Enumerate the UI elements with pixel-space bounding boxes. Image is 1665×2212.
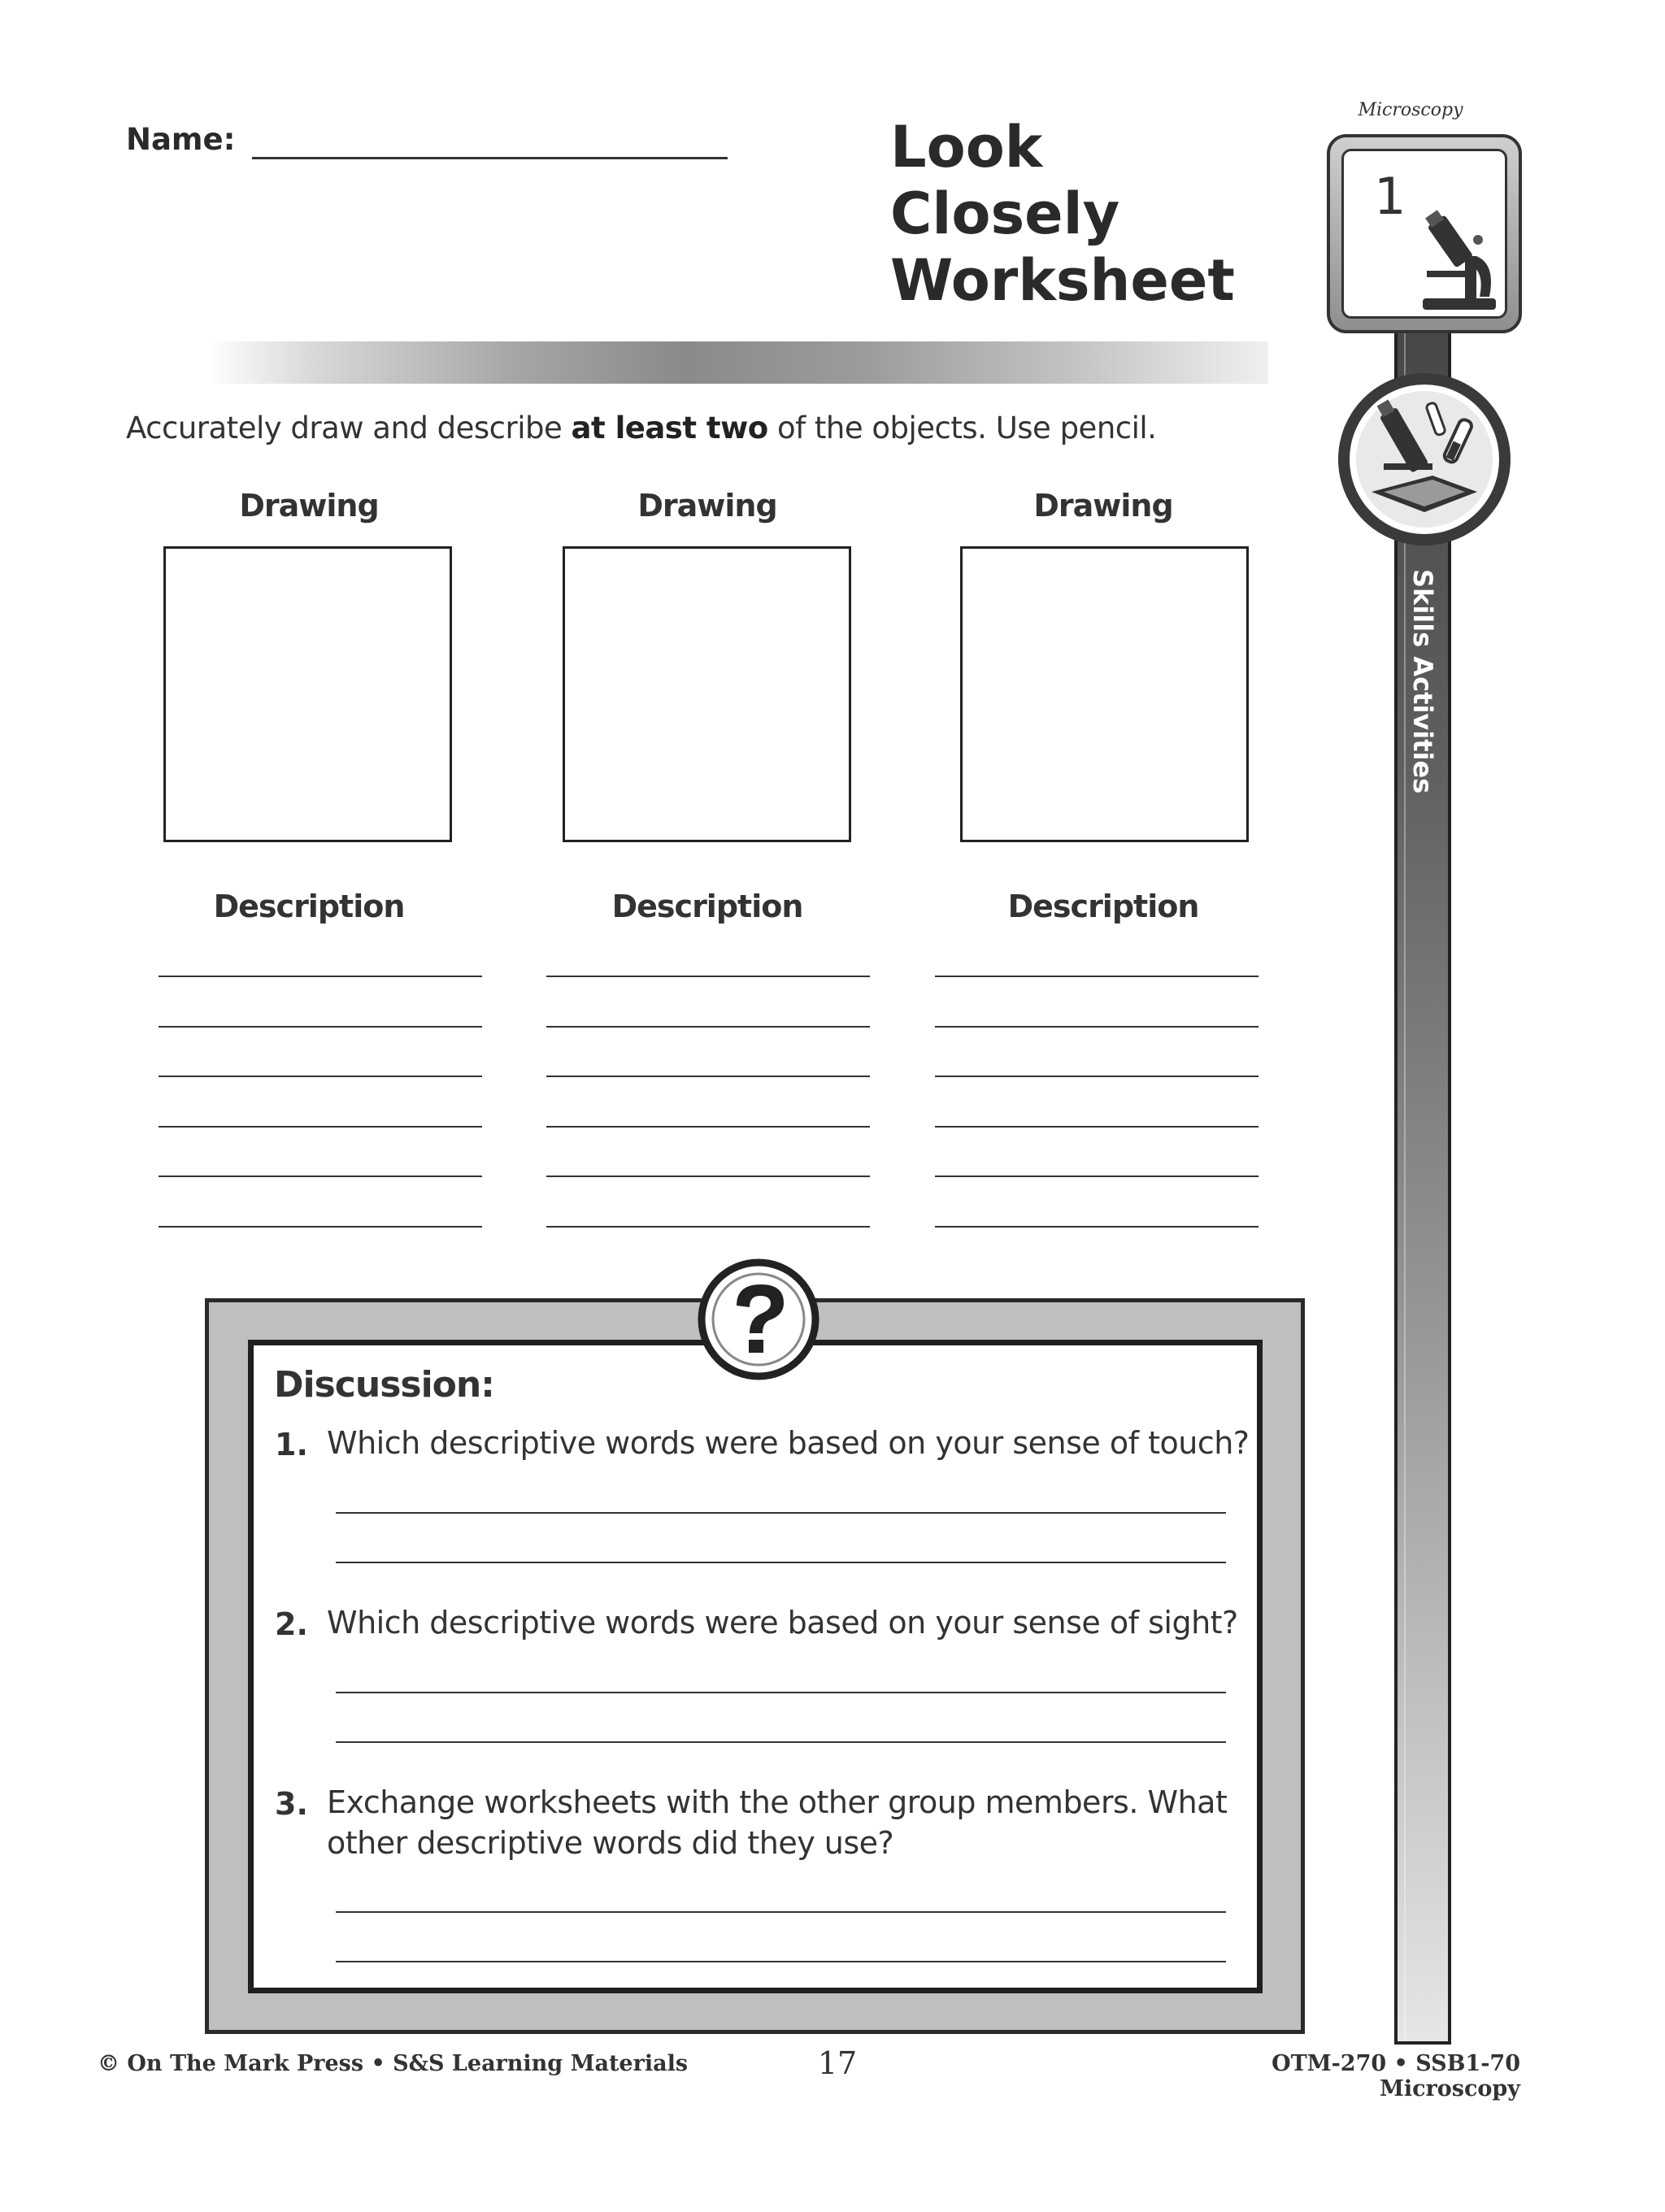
- description-line[interactable]: [935, 1126, 1259, 1128]
- question-text-3-line-2: other descriptive words did they use?: [327, 1825, 894, 1861]
- title-line-3: Worksheet: [890, 247, 1235, 314]
- drawing-label-1: Drawing: [239, 488, 379, 524]
- description-label-2: Description: [611, 889, 803, 924]
- description-line[interactable]: [935, 1026, 1259, 1028]
- description-label-3: Description: [1007, 889, 1199, 924]
- title-divider-bar: [207, 341, 1268, 384]
- skills-activities-label: Skills Activities: [1407, 569, 1438, 794]
- name-field[interactable]: [252, 157, 728, 159]
- question-mark-icon: [698, 1258, 819, 1380]
- microscope-badge-icon: [1335, 370, 1514, 549]
- answer-line[interactable]: [336, 1562, 1226, 1563]
- drawing-label-2: Drawing: [637, 488, 777, 524]
- question-number-2: 2.: [275, 1606, 308, 1642]
- drawing-box-1[interactable]: [163, 546, 452, 842]
- answer-line[interactable]: [336, 1692, 1226, 1693]
- microscope-icon: [1415, 207, 1504, 313]
- description-line[interactable]: [159, 1076, 482, 1077]
- question-number-3: 3.: [275, 1786, 308, 1822]
- drawing-box-2[interactable]: [563, 546, 851, 842]
- drawing-label-3: Drawing: [1033, 488, 1173, 524]
- footer-copyright: © On The Mark Press • S&S Learning Materials: [98, 2051, 689, 2076]
- instruction-text: Accurately draw and describe at least two of the objects. Use pencil.: [126, 411, 1157, 445]
- description-line[interactable]: [159, 1226, 482, 1228]
- description-line[interactable]: [935, 1226, 1259, 1228]
- drawing-box-3[interactable]: [960, 546, 1249, 842]
- question-number-1: 1.: [275, 1427, 308, 1462]
- description-line[interactable]: [546, 1076, 870, 1077]
- description-line[interactable]: [546, 1126, 870, 1128]
- description-line[interactable]: [935, 976, 1259, 977]
- footer-product-code: OTM-270 • SSB1-70 Microscopy: [1272, 2051, 1520, 2101]
- page-number: 17: [817, 2045, 858, 2081]
- description-line[interactable]: [935, 1176, 1259, 1177]
- question-text-2: Which descriptive words were based on your sense of sight?: [327, 1605, 1238, 1641]
- description-line[interactable]: [546, 1226, 870, 1228]
- answer-line[interactable]: [336, 1512, 1226, 1514]
- description-line[interactable]: [546, 1176, 870, 1177]
- question-text-1: Which descriptive words were based on your sense of touch?: [327, 1425, 1250, 1461]
- description-line[interactable]: [546, 976, 870, 977]
- answer-line[interactable]: [336, 1741, 1226, 1743]
- answer-line[interactable]: [336, 1911, 1226, 1913]
- title-line-2: Closely: [890, 180, 1120, 247]
- description-line[interactable]: [935, 1076, 1259, 1077]
- question-text-3-line-1: Exchange worksheets with the other group members. What: [327, 1784, 1228, 1820]
- instruction-emphasis: at least two: [571, 411, 768, 445]
- name-label: Name:: [126, 122, 236, 157]
- page-title: [890, 114, 1313, 314]
- description-line[interactable]: [159, 1126, 482, 1128]
- description-label-1: Description: [213, 889, 405, 924]
- description-line[interactable]: [159, 976, 482, 977]
- description-line[interactable]: [159, 1176, 482, 1177]
- description-line[interactable]: [546, 1026, 870, 1028]
- series-label: Microscopy: [1358, 100, 1463, 120]
- answer-line[interactable]: [336, 1961, 1226, 1962]
- title-line-1: Look: [890, 114, 1043, 180]
- description-line[interactable]: [159, 1026, 482, 1028]
- unit-number: 1: [1374, 167, 1406, 226]
- discussion-title: Discussion:: [274, 1364, 494, 1406]
